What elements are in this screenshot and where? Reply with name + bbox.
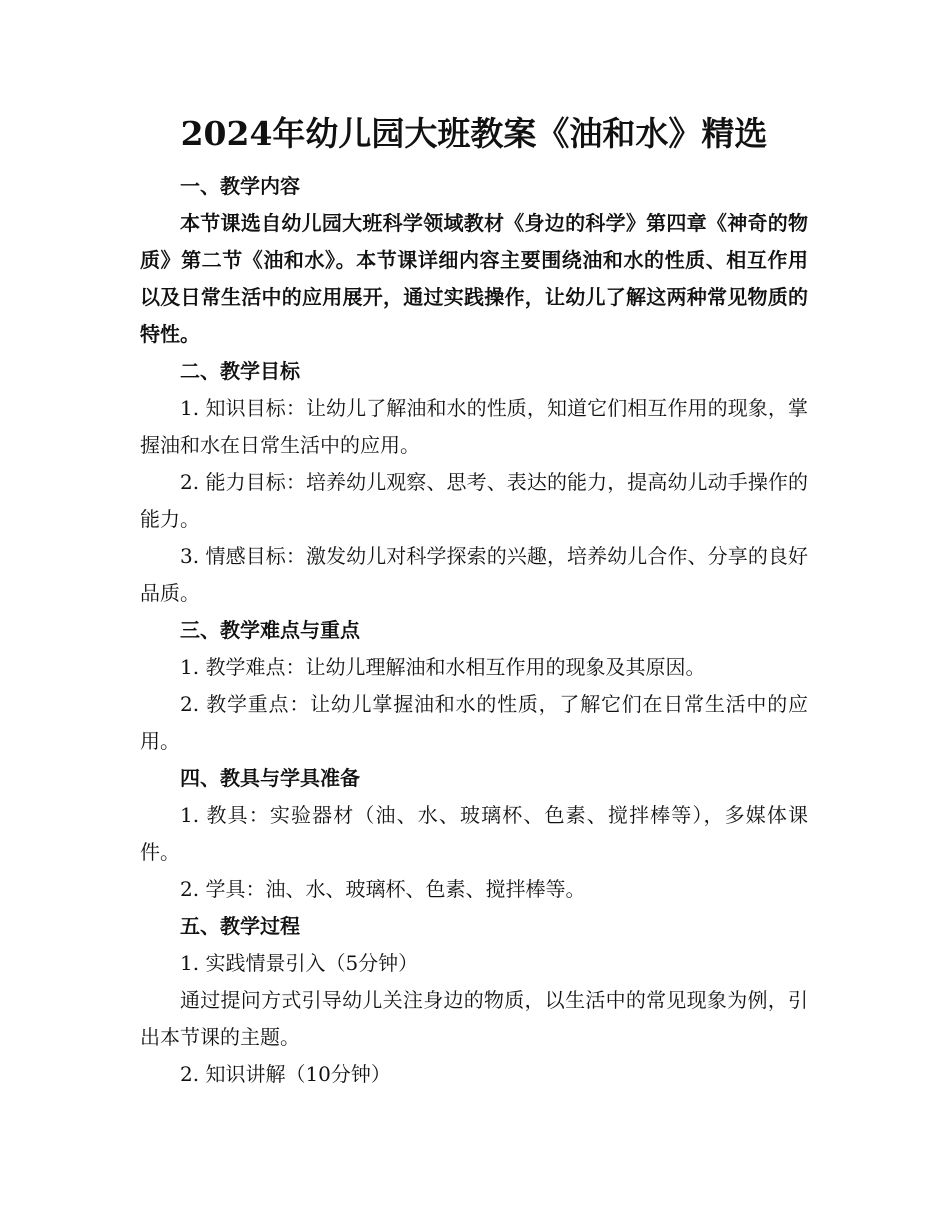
section-heading-difficulty: 三、教学难点与重点 <box>180 618 360 642</box>
paragraph-content-intro: 本节课选自幼儿园大班科学领域教材《身边的科学》第四章《神奇的物质》第二节《油和水》。本节课详细内容主要围绕油和水的性质、相互作用以及日常生活中的应用展开，通过实践操作，让幼儿了解这两种常见物质的特性。 <box>140 211 808 346</box>
paragraph-teaching-aids: 1. 教具：实验器材（油、水、玻璃杯、色素、搅拌棒等），多媒体课件。 <box>140 803 808 864</box>
paragraph-learning-aids: 2. 学具：油、水、玻璃杯、色素、搅拌棒等。 <box>180 877 586 901</box>
section-heading-content: 一、教学内容 <box>180 174 300 198</box>
section-heading-process: 五、教学过程 <box>180 914 300 938</box>
paragraph-goal-ability: 2. 能力目标：培养幼儿观察、思考、表达的能力，提高幼儿动手操作的能力。 <box>140 470 808 531</box>
paragraph-goal-emotion: 3. 情感目标：激发幼儿对科学探索的兴趣，培养幼儿合作、分享的良好品质。 <box>140 544 808 605</box>
paragraph-key-point: 2. 教学重点：让幼儿掌握油和水的性质，了解它们在日常生活中的应用。 <box>140 692 808 753</box>
document-title: 2024年幼儿园大班教案《油和水》精选 <box>180 114 768 153</box>
paragraph-process-step-1-detail: 通过提问方式引导幼儿关注身边的物质，以生活中的常见现象为例，引出本节课的主题。 <box>140 988 808 1049</box>
paragraph-goal-knowledge: 1. 知识目标：让幼儿了解油和水的性质，知道它们相互作用的现象，掌握油和水在日常生活中的应用。 <box>140 396 808 457</box>
section-heading-goals: 二、教学目标 <box>180 359 300 383</box>
paragraph-difficulty: 1. 教学难点：让幼儿理解油和水相互作用的现象及其原因。 <box>180 655 706 679</box>
paragraph-process-step-1: 1. 实践情景引入（5分钟） <box>180 951 419 975</box>
section-heading-materials: 四、教具与学具准备 <box>180 766 360 790</box>
paragraph-process-step-2: 2. 知识讲解（10分钟） <box>180 1062 391 1086</box>
document-page <box>140 108 808 1093</box>
